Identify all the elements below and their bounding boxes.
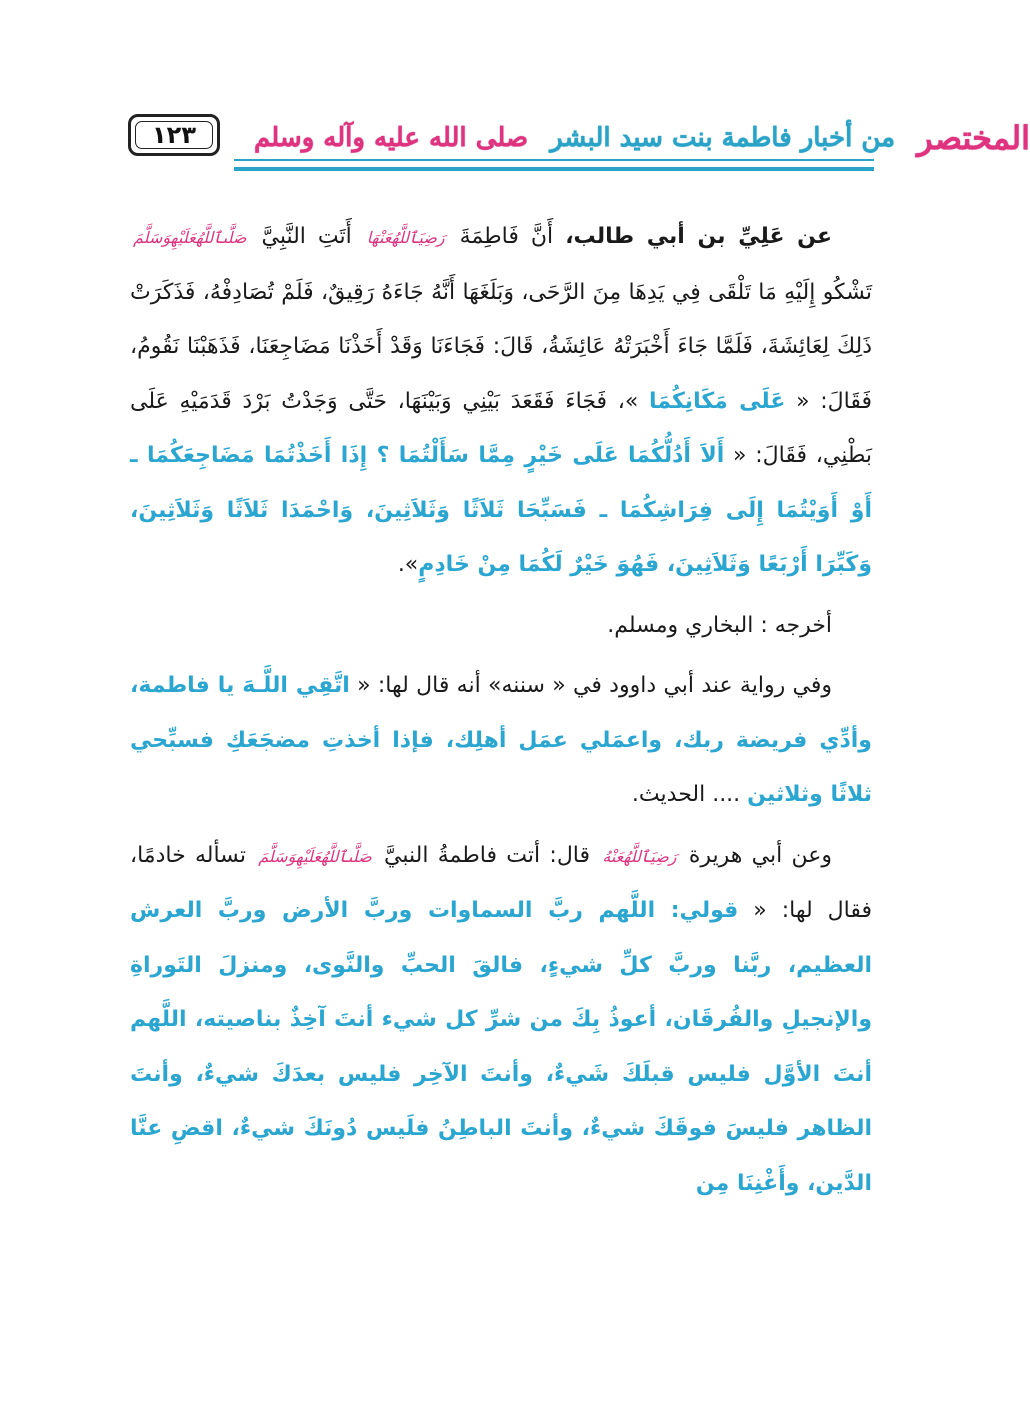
honorific-radiyallahu: رَضِيَٱللَّهُعَنْهَا <box>366 228 445 247</box>
prophetic-quote: أَلاَ أَدُلُّكُمَا عَلَى خَيْرٍ مِمَّا سَأَلْتُمَا ؟ إِذَا أَخَذْتُمَا مَضَاجِعَكُمَا ـ أَوْ أَوَيْتُمَا إِلَى فِرَاشِكُمَا ـ فَسَبِّحَا ثَلاَثًا وَثَلاَثِينَ، وَاحْمَدَا ثَلاَثًا وَثَلاَثِينَ، وَكَبِّرَا أَرْبَعًا وَثَلاَثِينَ، فَهُوَ خَيْرٌ لَكُمَا مِنْ خَادِمٍ <box>130 443 872 577</box>
paragraph-hadith-ali <box>130 210 872 593</box>
paragraph-source: أخرجه : البخاري ومسلم. <box>607 612 832 638</box>
honorific-radiyallahu: رَضِيَٱللَّهُعَنْهُ <box>602 846 677 866</box>
text-segment: .... الحديث. <box>631 782 748 807</box>
header-title-part-1: المختصر <box>917 119 1030 157</box>
header-title <box>254 110 1030 166</box>
honorific-salla: صَلَّىٱللَّهُعَلَيْهِوَسَلَّمَ <box>133 228 247 247</box>
paragraph-abu-dawud <box>130 659 872 823</box>
text-segment: تَشْكُو إِلَيْهِ مَا تَلْقَى فِي يَدِهَا مِنَ الرَّحَى، وَبَلَغَهَا أَنَّهُ جَاءَهُ رَقِيقٌ، فَلَمْ تُصَادِفْهُ، فَذَكَرَتْ ذَلِكَ لِعَائِشَةَ، فَلَمَّا جَاءَ أَخْبَرَتْهُ عَائِشَةُ، قَالَ: فَجَاءَنَا وَقَدْ أَخَذْنَا مَضَاجِعَنَا، فَذَهَبْنَا نَقُومُ، فَقَالَ: « <box>130 279 872 414</box>
text-segment: »، فَجَاءَ فَقَعَدَ بَيْنِي وَبَيْنَهَا، حَتَّى وَجَدْتُ بَرْدَ قَدَمَيْهِ عَلَى بَطْنِي، فَقَالَ: « <box>130 388 873 468</box>
narrator-text: عن عَلِيِّ بن أبي طالب، <box>565 224 832 249</box>
text-segment: تسأله خادمًا، فقال لها: « <box>130 842 872 923</box>
page-number: ١٢٣ <box>152 121 196 149</box>
header-divider-thin <box>234 159 874 161</box>
page-number-frame <box>128 114 220 156</box>
page-body <box>130 210 872 1211</box>
header-divider-thick <box>234 167 874 171</box>
text-segment: ». <box>397 552 419 577</box>
header-title-part-3: صلى الله عليه وآله وسلم <box>254 123 529 153</box>
header-title-part-2: من أخبار فاطمة بنت سيد البشر <box>550 123 896 153</box>
prophetic-quote: اتَّقِي اللَّـهَ يا فاطمة، وأدِّي فريضة ربك، واعمَلي عمَل أهلِك، فإذا أخذتِ مضجَعَكِ فسبِّحي ثلاثًا وثلاثين <box>130 673 872 807</box>
text-segment: وفي رواية عند أبي داوود في « سننه» أنه قال لها: « <box>349 673 832 698</box>
text-segment: أَنَّ فَاطِمَةَ <box>447 224 566 249</box>
text-segment: وعن أبي هريرة <box>679 842 833 868</box>
text-segment: أَتَتِ النَّبِيَّ <box>249 224 364 249</box>
honorific-salla: صَلَّىٱللَّهُعَلَيْهِوَسَلَّمَ <box>258 846 372 866</box>
prophetic-quote: قولي: اللَّهم ربَّ السماوات وربَّ الأرض وربَّ العرش العظيم، ربَّنا وربَّ كلِّ شيءٍ، فالقَ الحبِّ والنَّوى، ومنزلَ التَوراةِ والإنجيلِ والفُرقَان، أعوذُ بِكَ من شرِّ كل شيء أنتَ آخِذٌ بناصيته، اللَّهم أنتَ الأوَّل فليس قبلَكَ شَيءٌ، وأنتَ الآخِر فليس بعدَكَ شيءٌ، وأنتَ الظاهر فليسَ فوقَكَ شيءٌ، وأنتَ الباطِنُ فلَيس دُونَكَ شيءٌ، اقضِ عنَّا الدَّين، وأَغْنِنَا مِن <box>130 898 872 1196</box>
page-header <box>128 110 1030 170</box>
text-segment: قال: أتت فاطمةُ النبيَّ <box>374 842 600 868</box>
paragraph-abu-hurayra <box>130 829 872 1212</box>
prophetic-quote: عَلَى مَكَانِكُمَا <box>649 388 786 414</box>
